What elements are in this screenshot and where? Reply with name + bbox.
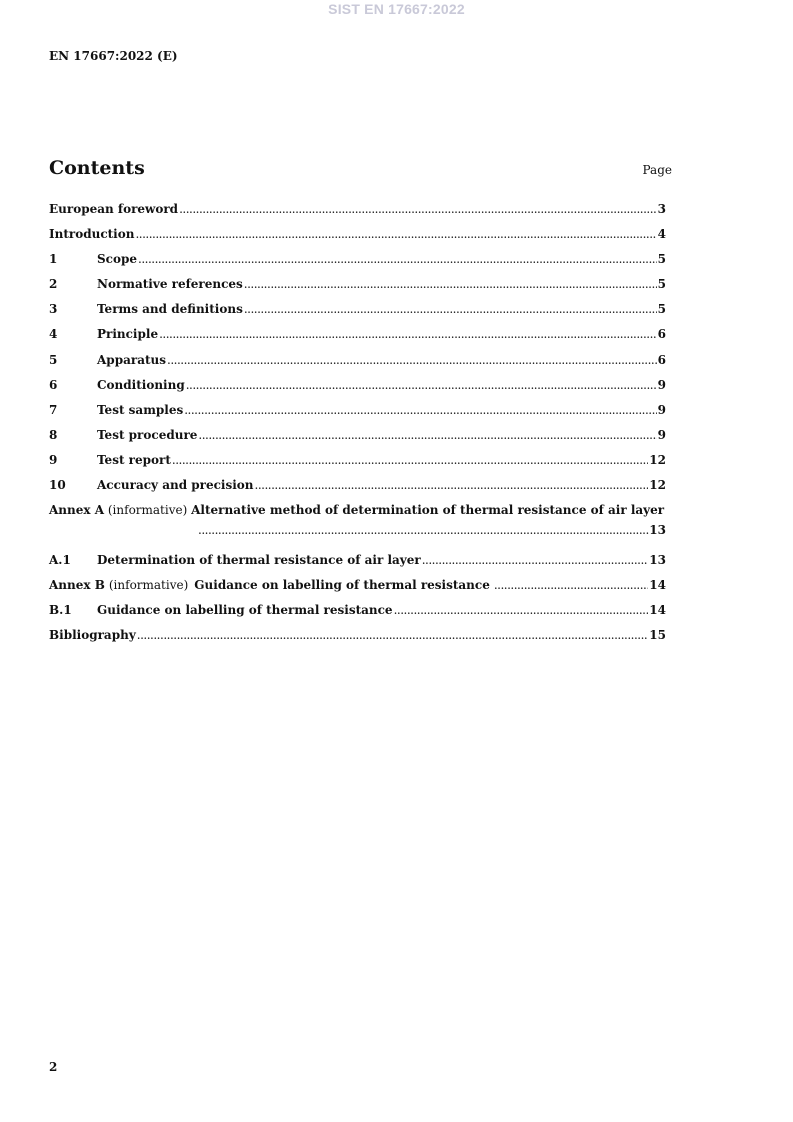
toc-entry-page: 12 bbox=[649, 452, 666, 467]
annex-a-heading bbox=[49, 501, 666, 521]
dot-leader bbox=[186, 376, 657, 394]
toc-entry-test-report[interactable] bbox=[49, 451, 666, 476]
dot-leader bbox=[494, 576, 648, 594]
toc-entry-page: 13 bbox=[649, 523, 666, 538]
toc-entry-page: 5 bbox=[657, 277, 666, 292]
toc-entry-title: Introduction bbox=[49, 227, 135, 242]
toc-entry-test-samples[interactable] bbox=[49, 401, 666, 426]
dot-leader bbox=[198, 426, 656, 444]
toc-entry-title: Test samples bbox=[97, 402, 184, 417]
toc-entry-title: Determination of thermal resistance of air layer bbox=[97, 553, 421, 568]
toc-entry-number: 7 bbox=[49, 402, 58, 417]
toc-entry-number: 9 bbox=[49, 452, 58, 467]
toc-entry-page: 13 bbox=[649, 553, 666, 568]
toc-entry-page: 6 bbox=[657, 327, 666, 342]
toc-entry-title: Terms and definitions bbox=[97, 302, 243, 317]
annex-a-page-line bbox=[49, 521, 666, 546]
contents-title: Contents bbox=[49, 157, 145, 179]
toc-entry-page: 9 bbox=[657, 377, 666, 392]
toc-entry-scope[interactable] bbox=[49, 250, 666, 275]
dot-leader bbox=[159, 325, 657, 343]
toc-entry-title: Scope bbox=[97, 252, 138, 267]
toc-entry-number: 8 bbox=[49, 427, 58, 442]
toc-entry-title: Guidance on labelling of thermal resistance bbox=[97, 603, 393, 618]
annex-b-title: Guidance on labelling of thermal resistance bbox=[194, 578, 490, 593]
toc-entry-number: 5 bbox=[49, 352, 58, 367]
toc-entry-title: Test report bbox=[97, 452, 171, 467]
toc-entry-title: Apparatus bbox=[97, 352, 166, 367]
dot-leader bbox=[184, 401, 656, 419]
toc-entry-title: Accuracy and precision bbox=[97, 478, 254, 493]
toc-entry-page: 15 bbox=[649, 628, 666, 643]
toc-entry-annex-a[interactable] bbox=[49, 501, 666, 551]
toc-entry-a1[interactable] bbox=[49, 551, 666, 576]
toc-entry-page: 5 bbox=[657, 302, 666, 317]
toc-entry-page: 4 bbox=[657, 227, 666, 242]
toc-entry-page: 9 bbox=[657, 427, 666, 442]
annex-a-title: Alternative method of determination of thermal resistance of air layer bbox=[191, 503, 665, 518]
toc-entry-number: 3 bbox=[49, 302, 58, 317]
toc-entry-title: Bibliography bbox=[49, 628, 136, 643]
toc-entry-number: 2 bbox=[49, 277, 58, 292]
table-of-contents bbox=[49, 200, 666, 652]
dot-leader bbox=[179, 200, 657, 218]
toc-entry-page: 14 bbox=[649, 603, 666, 618]
toc-entry-page: 6 bbox=[657, 352, 666, 367]
dot-leader bbox=[135, 225, 656, 243]
page-number: 2 bbox=[49, 1060, 58, 1074]
toc-entry-number: 4 bbox=[49, 327, 58, 342]
toc-entry-title: Principle bbox=[97, 327, 159, 342]
dot-leader bbox=[198, 521, 649, 539]
toc-entry-number: 1 bbox=[49, 252, 58, 267]
toc-entry-page: 9 bbox=[657, 402, 666, 417]
watermark: SIST EN 17667:2022 bbox=[328, 1, 465, 17]
annex-a-label: Annex A bbox=[49, 503, 105, 518]
annex-b-type: (informative) bbox=[108, 578, 189, 593]
toc-entry-terms-and-definitions[interactable] bbox=[49, 300, 666, 325]
document-id: EN 17667:2022 (E) bbox=[49, 49, 178, 63]
toc-entry-apparatus[interactable] bbox=[49, 351, 666, 376]
dot-leader bbox=[167, 351, 657, 369]
dot-leader bbox=[255, 476, 649, 494]
toc-entry-normative-references[interactable] bbox=[49, 275, 666, 300]
toc-entry-b1[interactable] bbox=[49, 601, 666, 626]
toc-entry-european-foreword[interactable] bbox=[49, 200, 666, 225]
toc-entry-accuracy-and-precision[interactable] bbox=[49, 476, 666, 501]
toc-entry-title: Normative references bbox=[97, 277, 243, 292]
toc-entry-page: 5 bbox=[657, 252, 666, 267]
toc-entry-principle[interactable] bbox=[49, 325, 666, 350]
dot-leader bbox=[138, 250, 657, 268]
toc-entry-page: 3 bbox=[657, 202, 666, 216]
toc-entry-number: 10 bbox=[49, 478, 66, 493]
annex-b-label: Annex B bbox=[49, 578, 105, 593]
toc-entry-title: European foreword bbox=[49, 202, 179, 216]
contents-header bbox=[49, 157, 672, 183]
annex-a-type: (informative) bbox=[107, 503, 188, 518]
toc-entry-number: 6 bbox=[49, 377, 58, 392]
toc-entry-title: Conditioning bbox=[97, 377, 185, 392]
toc-entry-page: 12 bbox=[649, 478, 666, 493]
toc-entry-number: A.1 bbox=[49, 553, 71, 568]
toc-entry-test-procedure[interactable] bbox=[49, 426, 666, 451]
toc-entry-annex-b[interactable] bbox=[49, 576, 666, 601]
toc-entry-number: B.1 bbox=[49, 603, 72, 618]
dot-leader bbox=[244, 300, 657, 318]
toc-entry-title: Test procedure bbox=[97, 427, 198, 442]
toc-entry-page: 14 bbox=[649, 578, 666, 593]
dot-leader bbox=[244, 275, 657, 293]
dot-leader bbox=[172, 451, 648, 469]
toc-entry-bibliography[interactable] bbox=[49, 626, 666, 651]
toc-entry-introduction[interactable] bbox=[49, 225, 666, 250]
dot-leader bbox=[137, 626, 649, 644]
dot-leader bbox=[422, 551, 649, 569]
page-column-label: Page bbox=[642, 163, 672, 177]
dot-leader bbox=[394, 601, 649, 619]
toc-entry-conditioning[interactable] bbox=[49, 376, 666, 401]
